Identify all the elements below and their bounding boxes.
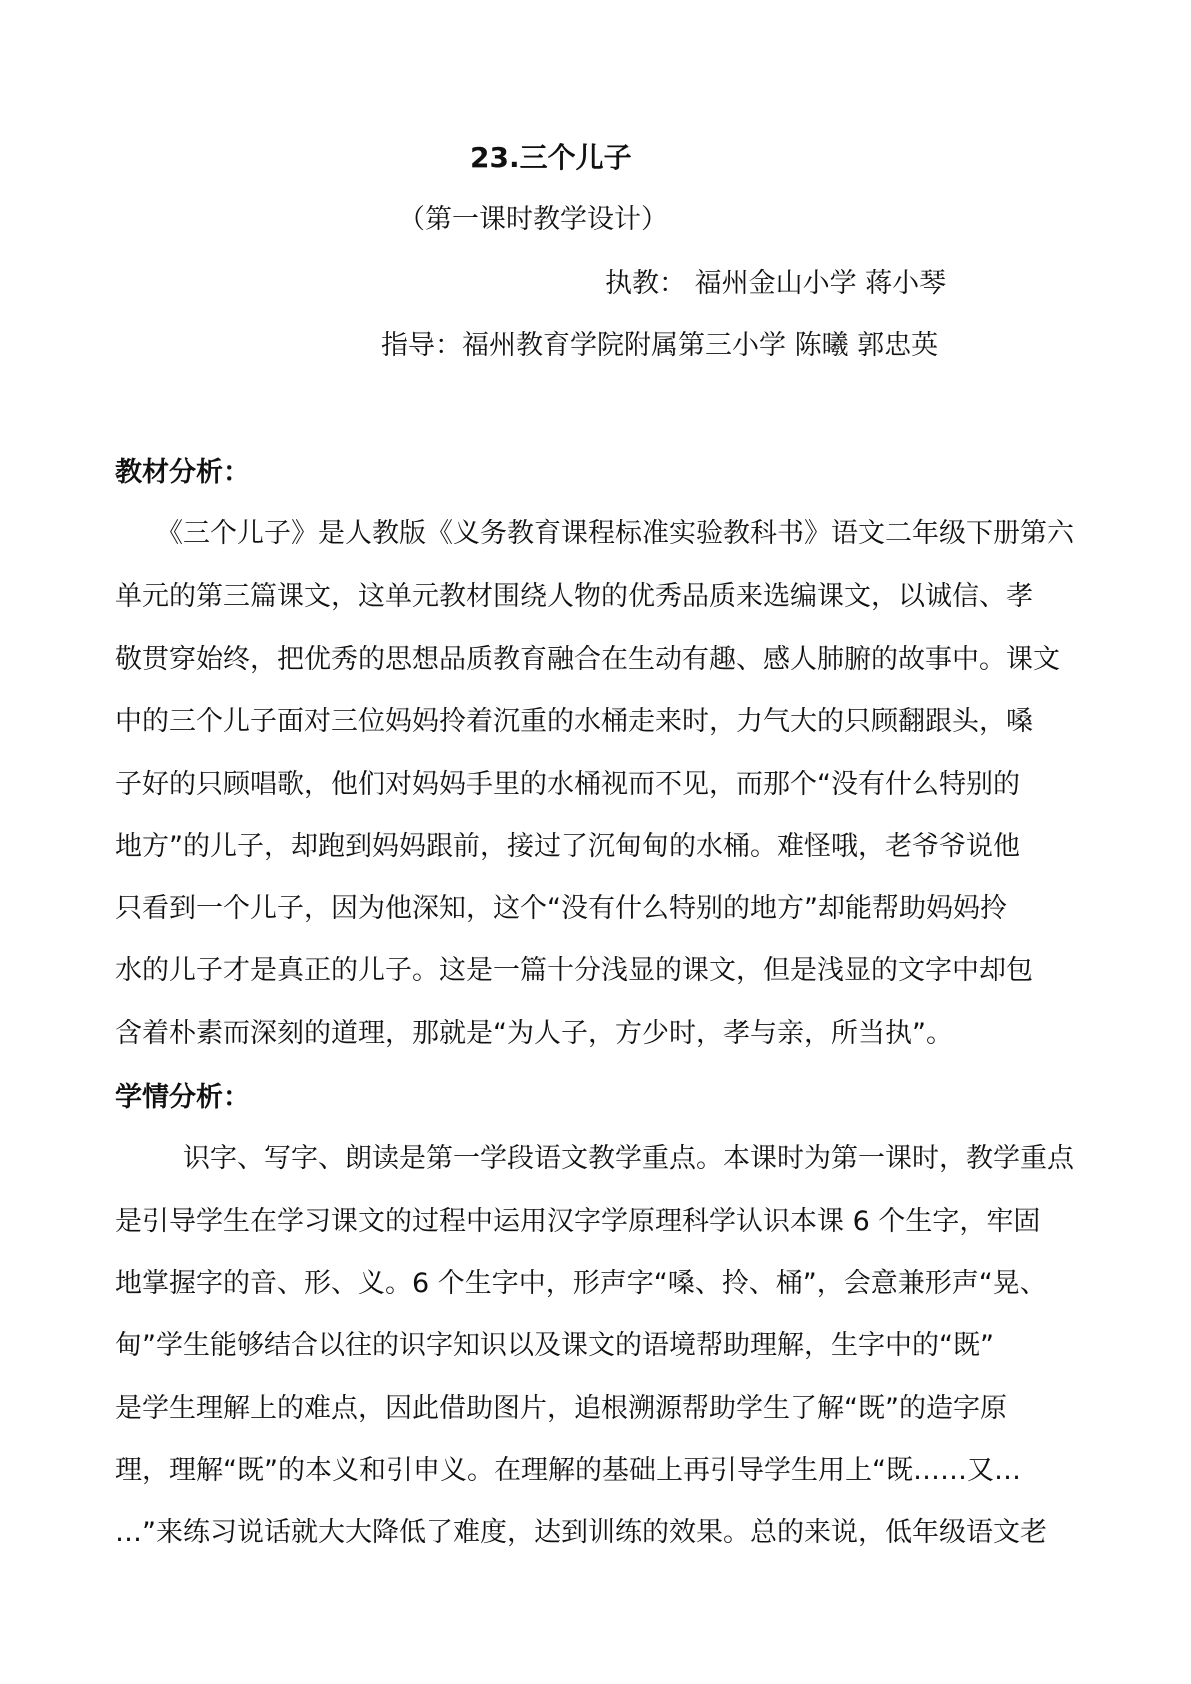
- paragraph-line: 地方”的儿子，却跑到妈妈跟前，接过了沉甸甸的水桶。难怪哦，老爷爷说他: [115, 831, 1020, 862]
- teacher-line: 执教： 福州金山小学 蒋小琴: [605, 268, 947, 299]
- paragraph-line: 甸”学生能够结合以往的识字知识以及课文的语境帮助理解，生字中的“既”: [115, 1330, 994, 1361]
- paragraph-line: 含着朴素而深刻的道理，那就是“为人子，方少时，孝与亲，所当执”。: [115, 1018, 953, 1049]
- paragraph-line: 子好的只顾唱歌，他们对妈妈手里的水桶视而不见，而那个“没有什么特别的: [115, 769, 1020, 800]
- paragraph-line: 敬贯穿始终，把优秀的思想品质教育融合在生动有趣、感人肺腑的故事中。课文: [115, 644, 1060, 675]
- section-heading-student-analysis: 学情分析：: [115, 1082, 250, 1113]
- paragraph-line: 理，理解“既”的本义和引申义。在理解的基础上再引导学生用上“既……又…: [115, 1455, 1021, 1486]
- paragraph-line: 地掌握字的音、形、义。6 个生字中，形声字“嗓、拎、桶”，会意兼形声“晃、: [115, 1268, 1047, 1299]
- advisor-line: 指导：福州教育学院附属第三小学 陈曦 郭忠英: [381, 330, 939, 361]
- paragraph-line: 是引导学生在学习课文的过程中运用汉字学原理科学认识本课 6 个生字，牢固: [115, 1206, 1041, 1237]
- paragraph-line: 是学生理解上的难点，因此借助图片，追根溯源帮助学生了解“既”的造字原: [115, 1393, 1007, 1424]
- paragraph-line: 《三个儿子》是人教版《义务教育课程标准实验教科书》语文二年级下册第六: [156, 518, 1074, 549]
- paragraph-line: 单元的第三篇课文，这单元教材围绕人物的优秀品质来选编课文，以诚信、孝: [115, 581, 1033, 612]
- subtitle: （第一课时教学设计）: [398, 204, 668, 235]
- paragraph-line: 识字、写字、朗读是第一学段语文教学重点。本课时为第一课时，教学重点: [183, 1143, 1074, 1174]
- paragraph-line: …”来练习说话就大大降低了难度，达到训练的效果。总的来说，低年级语文老: [115, 1517, 1047, 1548]
- section-heading-material-analysis: 教材分析：: [115, 457, 250, 488]
- paragraph-line: 中的三个儿子面对三位妈妈拎着沉重的水桶走来时，力气大的只顾翻跟头，嗓: [115, 706, 1033, 737]
- page-title: 23.三个儿子: [470, 141, 632, 174]
- paragraph-line: 只看到一个儿子，因为他深知，这个“没有什么特别的地方”却能帮助妈妈拎: [115, 893, 1007, 924]
- paragraph-line: 水的儿子才是真正的儿子。这是一篇十分浅显的课文，但是浅显的文字中却包: [115, 955, 1033, 986]
